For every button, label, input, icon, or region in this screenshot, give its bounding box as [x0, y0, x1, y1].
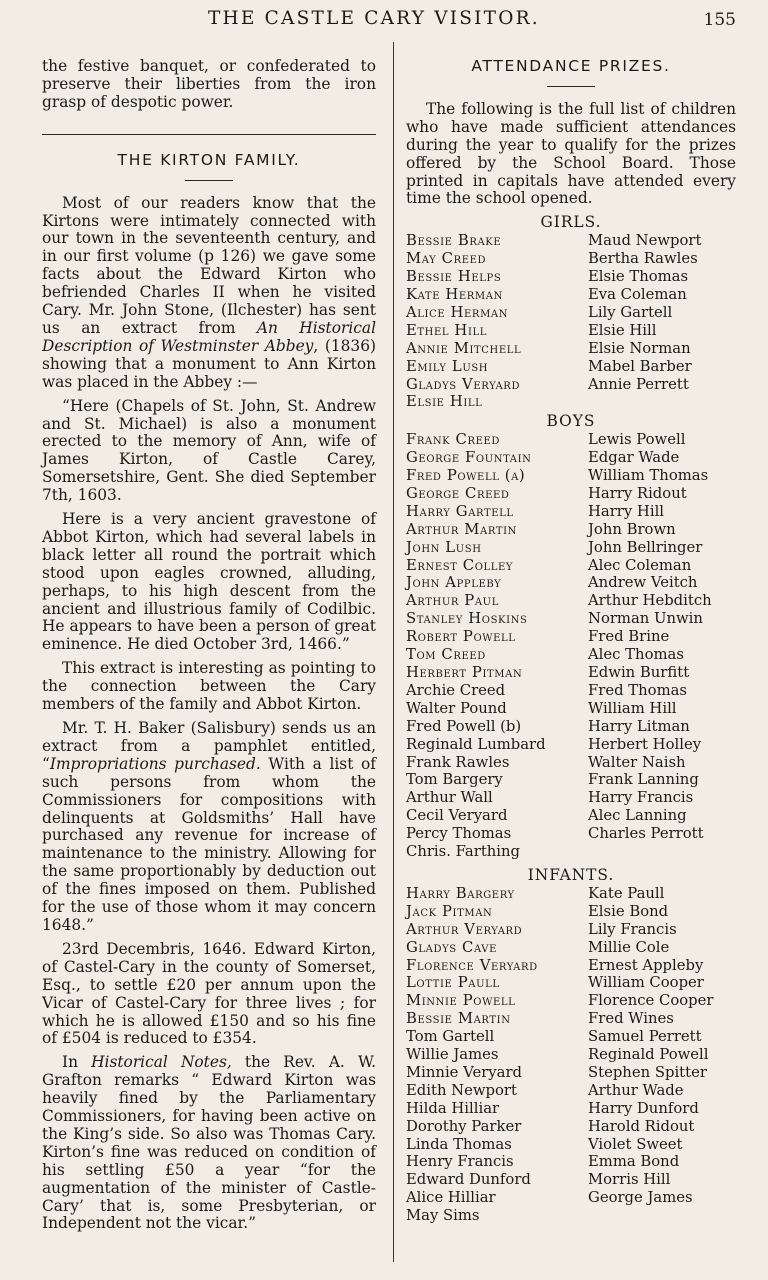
boy-name: Walter Naish	[588, 753, 686, 771]
girl-name: Bessie Brake	[406, 232, 502, 250]
girl-name: Bertha Rawles	[588, 250, 698, 268]
girl-name	[588, 393, 738, 411]
infant-name: Millie Cole	[588, 938, 670, 956]
girl-name: Mabel Barber	[588, 357, 692, 375]
boy-name: Alec Lanning	[588, 807, 687, 825]
boy-name	[588, 843, 738, 861]
boy-name: John Brown	[588, 520, 676, 538]
infant-name: William Cooper	[588, 974, 704, 992]
heading-ornament-rule	[185, 180, 233, 181]
girl-name: Ethel Hill	[406, 321, 487, 339]
boy-name: Robert Powell	[406, 628, 516, 646]
infant-name: Alice Hilliar	[406, 1189, 496, 1207]
boy-name: Cecil Veryard	[406, 807, 508, 825]
boy-name: Ernest Colley	[406, 556, 514, 574]
infant-name	[588, 1207, 738, 1225]
girl-name: Kate Herman	[406, 285, 503, 303]
baker-text: Mr. T. H. Baker (Salisbury) sends us an extract from a pamphlet entitled, “	[42, 719, 376, 773]
girl-name: Lily Gartell	[588, 303, 673, 321]
section-divider	[42, 134, 376, 135]
baker-text-end: With a list of such persons from whom the Commissioners for compositions with delinquents at Goldsmiths’ Hall have purchased any revenue for increase of maintenance to the ministry. Allowing for the same proportionably by deduction out of the fines imposed on them. Published for the use of those whom it may concern 1648.”	[42, 754, 376, 934]
girl-name: Gladys Veryard	[406, 375, 521, 393]
boy-name: Reginald Lumbard	[406, 735, 546, 753]
infants-heading: INFANTS.	[527, 865, 615, 884]
infant-name: Reginald Powell	[588, 1046, 709, 1064]
kirton-family-heading: THE KIRTON FAMILY.	[117, 150, 301, 169]
girl-name: Maud Newport	[588, 232, 702, 250]
boy-name: Charles Perrott	[588, 825, 704, 843]
boy-name: Alec Coleman	[588, 556, 692, 574]
infant-name: May Sims	[406, 1207, 480, 1225]
infant-name: Edward Dunford	[406, 1171, 531, 1189]
boy-name: John Bellringer	[588, 538, 703, 556]
boy-name: Lewis Powell	[588, 431, 686, 449]
girls-list	[406, 232, 736, 411]
kirton-intro-paragraph	[42, 195, 376, 392]
girl-name: Alice Herman	[406, 303, 509, 321]
boy-name: Andrew Veitch	[588, 574, 698, 592]
girl-name: Annie Perrett	[588, 375, 689, 393]
boy-name: Arthur Wall	[406, 789, 493, 807]
baker-paragraph	[42, 720, 376, 935]
abbey-quote-ann-kirton: “Here (Chapels of St. John, St. Andrew and St. Michael) is also a monument erected to the memory of Ann, wife of James Kirton, of Castle Carey, Somersetshire, Gent. She died September 7th, 1603.	[42, 396, 376, 505]
girl-name: Annie Mitchell	[406, 339, 522, 357]
infant-name: Harry Dunford	[588, 1099, 699, 1117]
left-column	[42, 58, 376, 1239]
boy-name: Harry Ridout	[588, 484, 687, 502]
heading-ornament-rule	[547, 86, 595, 87]
boys-list	[406, 431, 736, 861]
grafton-paragraph	[42, 1054, 376, 1233]
attendance-prizes-heading: ATTENDANCE PRIZES.	[471, 57, 671, 75]
boy-name: Fred Powell (a)	[406, 467, 526, 485]
girl-name: Emily Lush	[406, 357, 489, 375]
boy-name: John Appleby	[406, 574, 502, 592]
infant-name: Violet Sweet	[588, 1135, 683, 1153]
page-number: 155	[703, 10, 736, 30]
boy-name: George Fountain	[406, 449, 532, 467]
girl-name: Bessie Helps	[406, 268, 502, 286]
boy-name: Tom Creed	[406, 646, 486, 664]
infant-name: Florence Cooper	[588, 992, 714, 1010]
boy-name: William Hill	[588, 699, 677, 717]
boy-name: Fred Powell (b)	[406, 717, 522, 735]
boy-name: Alec Thomas	[588, 646, 684, 664]
boy-name: William Thomas	[588, 467, 709, 485]
infant-name: Arthur Veryard	[406, 920, 523, 938]
boy-name: Frank Lanning	[588, 771, 699, 789]
abbey-quote-abbot-kirton: Here is a very ancient gravestone of Abbot Kirton, which had several labels in black letter all round the portrait which stood upon eagles crowned, alluding, perhaps, to his high descent from the ancient and illustrious family of Codilbic. He appears to have been a person of great eminence. He died October 3rd, 1466.”	[42, 510, 376, 654]
boy-name: George Creed	[406, 484, 510, 502]
grafton-prefix: In	[62, 1053, 92, 1072]
girl-name: May Creed	[406, 250, 487, 268]
infant-name: Minnie Powell	[406, 992, 516, 1010]
infants-list	[406, 885, 736, 1225]
boy-name: Fred Brine	[588, 628, 670, 646]
infant-name: Morris Hill	[588, 1171, 671, 1189]
infant-name: Stephen Spitter	[588, 1063, 707, 1081]
boy-name: John Lush	[406, 538, 482, 556]
infant-name: Tom Gartell	[406, 1028, 495, 1046]
girls-heading: GIRLS.	[540, 213, 602, 232]
boy-name: Tom Bargery	[406, 771, 503, 789]
girl-name: Elsie Thomas	[588, 268, 689, 286]
extract-comment-paragraph: This extract is interesting as pointing to the connection between the Cary members of the family and Abbot Kirton.	[42, 659, 376, 714]
infant-name: Kate Paull	[588, 884, 665, 902]
grafton-text: the Rev. A. W. Grafton remarks “ Edward Kirton was heavily fined by the Parliamentary Commissioners, for having been active on the King’s side. So also was Thomas Cary. Kirton’s fine was reduced on condition of his settling £50 a year “for the augmentation of the minister of Castle-Cary’ that is, some Presbyterian, or Independent not the vicar.”	[42, 1053, 376, 1233]
infant-name: Lily Francis	[588, 920, 677, 938]
running-head	[0, 8, 768, 32]
girl-name: Eva Coleman	[588, 285, 687, 303]
kirton-intro-text-end: , (1836) showing that a monument to Ann Kirton was placed in the Abbey :—	[42, 336, 377, 391]
kirton-intro-text: Most of our readers know that the Kirtons were intimately connected with our town in the seventeenth century, and in our first volume (p 126) we gave some facts about the Edward Kirton who befriended Charles II when he visited Cary. Mr. John Stone, (Ilchester) has sent us an extract from	[42, 193, 376, 337]
boy-name: Edwin Burfitt	[588, 664, 690, 681]
infant-name: Bessie Martin	[406, 1010, 511, 1028]
infant-name: Ernest Appleby	[588, 956, 704, 974]
girl-name: Elsie Hill	[406, 393, 483, 411]
boy-name: Arthur Martin	[406, 520, 517, 538]
impropriations-title: Impropriations purchased.	[49, 754, 261, 773]
girl-name: Elsie Hill	[588, 321, 657, 339]
infant-name: Harold Ridout	[588, 1117, 695, 1135]
boys-heading: BOYS	[546, 412, 596, 431]
boy-name: Herbert Pitman	[406, 664, 523, 681]
boy-name: Frank Rawles	[406, 753, 510, 771]
right-column	[406, 58, 736, 1225]
boy-name: Norman Unwin	[588, 610, 703, 628]
boy-name: Harry Litman	[588, 717, 690, 735]
infant-name: Minnie Veryard	[406, 1063, 523, 1081]
boy-name: Arthur Hebditch	[588, 592, 712, 610]
infant-name: Florence Veryard	[406, 956, 538, 974]
boy-name: Harry Gartell	[406, 502, 514, 520]
boy-name: Harry Francis	[588, 789, 694, 807]
boy-name: Archie Creed	[406, 681, 506, 699]
infant-name: Arthur Wade	[588, 1081, 684, 1099]
infant-name: Willie James	[406, 1046, 499, 1064]
infant-name: Henry Francis	[406, 1153, 514, 1171]
infant-name: George James	[588, 1189, 693, 1207]
boy-name: Percy Thomas	[406, 825, 512, 843]
boy-name: Harry Hill	[588, 502, 665, 520]
infant-name: Edith Newport	[406, 1081, 517, 1099]
infant-name: Emma Bond	[588, 1153, 680, 1171]
boy-name: Chris. Farthing	[406, 843, 521, 861]
column-divider	[393, 42, 394, 1262]
attendance-intro-paragraph: The following is the full list of children who have made sufficient attendances during the year to qualify for the prizes offered by the School Board. Those printed in capitals have attended every time the school opened.	[406, 99, 736, 208]
journal-title: THE CASTLE CARY VISITOR.	[208, 8, 540, 29]
infant-name: Fred Wines	[588, 1010, 674, 1028]
infant-name: Hilda Hilliar	[406, 1099, 500, 1117]
historical-notes-title: Historical Notes,	[91, 1053, 232, 1072]
infant-name: Lottie Paull	[406, 974, 500, 992]
infant-name: Elsie Bond	[588, 902, 669, 920]
infant-name: Samuel Perrett	[588, 1028, 702, 1046]
infant-name: Jack Pitman	[406, 902, 493, 920]
boy-name: Fred Thomas	[588, 681, 688, 699]
boy-name: Stanley Hoskins	[406, 610, 528, 628]
infant-name: Linda Thomas	[406, 1135, 512, 1153]
infant-name: Dorothy Parker	[406, 1117, 522, 1135]
girl-name: Elsie Norman	[588, 339, 691, 357]
carryover-paragraph: the festive banquet, or confederated to preserve their liberties from the iron grasp of despotic power.	[42, 57, 376, 111]
boy-name: Edgar Wade	[588, 449, 680, 467]
boy-name: Arthur Paul	[406, 592, 499, 610]
boy-name: Frank Creed	[406, 431, 501, 449]
infant-name: Gladys Cave	[406, 938, 498, 956]
boy-name: Walter Pound	[406, 699, 507, 717]
westminster-abbey-title: An Historical Description of Westminster Abbey	[42, 318, 376, 355]
infant-name: Harry Bargery	[406, 884, 515, 902]
boy-name: Herbert Holley	[588, 735, 702, 753]
decembris-paragraph: 23rd Decembris, 1646. Edward Kirton, of Castel-Cary in the county of Somerset, Esq., to settle £20 per annum upon the Vicar of Castel-Cary for three lives ; for which he is allowed £150 and so his fine of £504 is reduced to £354.	[42, 939, 376, 1048]
